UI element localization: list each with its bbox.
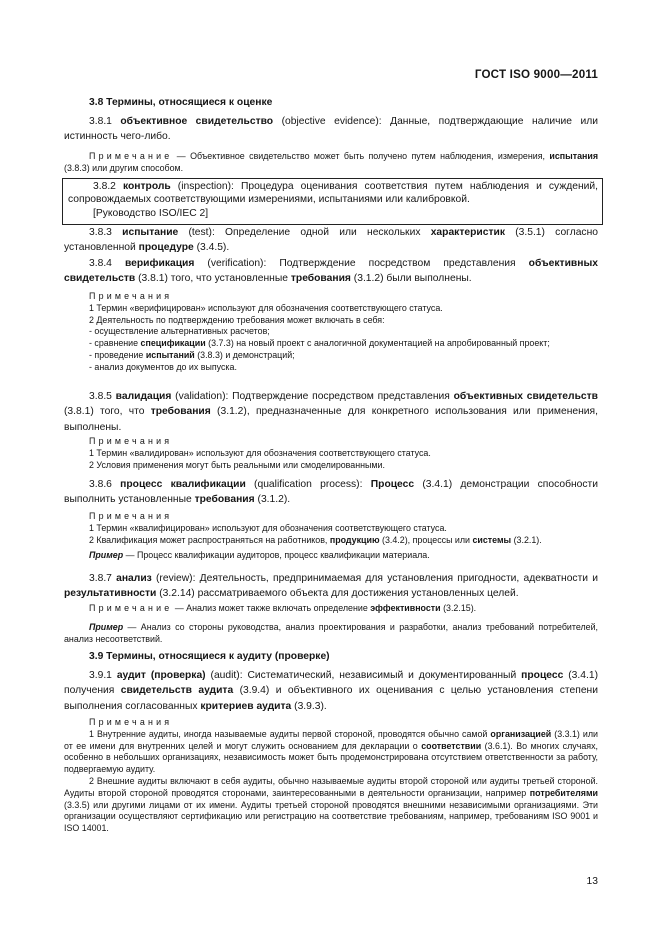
example-3-8-6: Пример — Процесс квалификации аудиторов, процесс квалификации материала. [89,550,430,560]
running-header: ГОСТ ISO 9000—2011 [474,68,598,81]
term-3-8-5: 3.8.5 валидация (validation): Подтверждение посредством представления объективных свидетельств (3.8.1) того, что требования (3.1.2), предназначенные для конкретного использования или применения, выполнены. [64,391,598,433]
page-number: 13 [586,876,598,887]
notes-3-9-1: Примечания 1 Внутренние аудиты, иногда называемые аудиты первой стороной, проводятся обычно самой организацией (3.3.1) или от ее имени для внутренних целей и могут служить основанием для декларации о соответствии (3.6.1). Во многих случаях, особенно в небольших организациях, независимость может быть продемонстрирована отсутствием ответственности за работу, подвергаемую аудиту. 2 Внешние аудиты включают в себя аудиты, обычно называемые аудиты второй стороной или аудиты третьей стороной. Аудиты второй стороной проводятся сторонами, заинтересованными в деятельности организации, например потребителями (3.3.5) или другими лицами от их имени. Аудиты третьей стороной проводятся внешними независимыми организациями. Эти организации осуществляют сертификацию или регистрацию на соответствие требованиям, например, требованиям ISO 9001 и ISO 14001. [64,717,598,834]
note-3-8-1: Примечание — Объективное свидетельство может быть получено путем наблюдения, измерения, испытания (3.8.3) или другим способом. [64,151,598,173]
term-3-8-7: 3.8.7 анализ (review): Деятельность, предпринимаемая для установления пригодности, адекватности и результативности (3.2.14) рассматриваемого объекта для достижения установленных целей. [64,573,598,600]
notes-3-8-5: Примечания 1 Термин «валидирован» используют для обозначения соответствующего статуса. 2 Условия применения могут быть реальными или смоделированными. [89,436,431,470]
note-3-8-7: Примечание — Анализ может также включать определение эффективности (3.2.15). [89,603,477,613]
section-heading-3-8: 3.8 Термины, относящиеся к оценке [89,97,273,108]
notes-3-8-4: Примечания 1 Термин «верифицирован» используют для обозначения соответствующего статуса. 2 Деятельность по подтверждению требования может включать в себя: - осуществление альтернативных расчетов; - сравнение спецификации (3.7.3) на новый проект с аналогичной документацией на апробированный проект; - проведение испытаний (3.8.3) и демонстраций; - анализ документов до их выпуска. [89,291,550,372]
term-3-8-4: 3.8.4 верификация (verification): Подтверждение посредством представления объективных свидетельств (3.8.1) того, что установленные требования (3.1.2) были выполнены. [64,258,598,285]
term-box-3-8-2: 3.8.2 контроль (inspection): Процедура оценивания соответствия путем наблюдения и суждений, сопровождаемых соответствующими измерениями, испытаниями или калибровкой. [Руководство ISO/IEC 2] [62,178,603,225]
term-3-8-3: 3.8.3 испытание (test): Определение одной или нескольких характеристик (3.5.1) согласно установленной процедуре (3.4.5). [64,227,598,254]
notes-3-8-6: Примечания 1 Термин «квалифицирован» используют для обозначения соответствующего статуса. 2 Квалификация может распространяться на работников, продукцию (3.4.2), процессы или системы (3.2.1). [89,511,542,545]
example-3-8-7: Пример — Анализ со стороны руководства, анализ проектирования и разработки, анализ требований потребителей, анализ несоответствий. [64,622,598,644]
term-3-8-6: 3.8.6 процесс квалификации (qualification process): Процесс (3.4.1) демонстрации способности выполнить установленные требования (3.1.2). [64,479,598,506]
term-3-8-1: 3.8.1 объективное свидетельство (objective evidence): Данные, подтверждающие наличие или истинность чего-либо. [64,116,599,143]
term-3-9-1: 3.9.1 аудит (проверка) (audit): Систематический, независимый и документированный процесс (3.4.1) получения свидетельств аудита (3.9.4) и объективного их оценивания с целью установления степени выполнения согласованных критериев аудита (3.9.3). [64,670,599,712]
section-heading-3-9: 3.9 Термины, относящиеся к аудиту (проверке) [89,651,330,662]
